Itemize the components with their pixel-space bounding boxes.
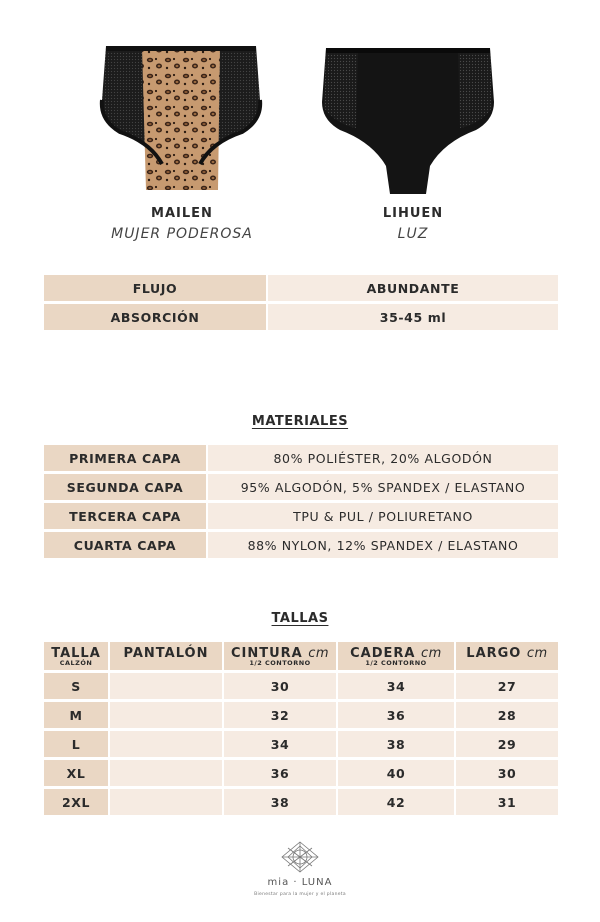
- cadera-cell: 36: [338, 702, 454, 728]
- material-label: SEGUNDA CAPA: [44, 474, 206, 500]
- material-value: 80% POLIÉSTER, 20% ALGODÓN: [208, 445, 558, 471]
- cadera-cell: 40: [338, 760, 454, 786]
- largo-cell: 31: [456, 789, 558, 815]
- cadera-cell: 42: [338, 789, 454, 815]
- flow-label: FLUJO: [44, 275, 266, 301]
- flow-value: ABUNDANTE: [268, 275, 558, 301]
- lihuen-name: LIHUEN: [382, 206, 444, 221]
- material-value: TPU & PUL / POLIURETANO: [208, 503, 558, 529]
- material-label: TERCERA CAPA: [44, 503, 206, 529]
- lihuen-product-image: [318, 42, 498, 200]
- size-cell: S: [44, 673, 108, 699]
- size-cell: M: [44, 702, 108, 728]
- header-pantalon: PANTALÓN: [123, 646, 209, 661]
- largo-cell: 30: [456, 760, 558, 786]
- size-cell: 2XL: [44, 789, 108, 815]
- largo-cell: 29: [456, 731, 558, 757]
- header-largo: LARGO cm: [466, 646, 548, 661]
- absorption-label: ABSORCIÓN: [44, 304, 266, 330]
- sizes-title: TALLAS: [271, 611, 329, 626]
- material-value: 95% ALGODÓN, 5% SPANDEX / ELASTANO: [208, 474, 558, 500]
- cadera-cell: 38: [338, 731, 454, 757]
- brand-tagline: Bienestar para la mujer y el planeta: [254, 892, 346, 897]
- material-label: CUARTA CAPA: [44, 532, 206, 558]
- pantalon-cell: [110, 702, 222, 728]
- size-cell: XL: [44, 760, 108, 786]
- material-label: PRIMERA CAPA: [44, 445, 206, 471]
- lihuen-subtitle: LUZ: [397, 226, 429, 242]
- cadera-cell: 34: [338, 673, 454, 699]
- mailen-subtitle: MUJER PODEROSA: [111, 226, 253, 242]
- mailen-product-image: [92, 40, 270, 200]
- mailen-name: MAILEN: [151, 206, 213, 221]
- absorption-value: 35-45 ml: [268, 304, 558, 330]
- cintura-cell: 30: [224, 673, 336, 699]
- brand-name: mia · LUNA: [267, 877, 333, 888]
- pantalon-cell: [110, 760, 222, 786]
- cintura-cell: 38: [224, 789, 336, 815]
- cintura-cell: 36: [224, 760, 336, 786]
- header-cintura: CINTURA cm 1/2 CONTORNO: [230, 646, 330, 667]
- size-cell: L: [44, 731, 108, 757]
- largo-cell: 27: [456, 673, 558, 699]
- header-talla: TALLA CALZÓN: [51, 646, 101, 667]
- materials-title: MATERIALES: [251, 414, 349, 429]
- pantalon-cell: [110, 673, 222, 699]
- pantalon-cell: [110, 731, 222, 757]
- material-value: 88% NYLON, 12% SPANDEX / ELASTANO: [208, 532, 558, 558]
- pantalon-cell: [110, 789, 222, 815]
- header-cadera: CADERA cm 1/2 CONTORNO: [350, 646, 442, 667]
- cintura-cell: 32: [224, 702, 336, 728]
- brand-logo-icon: [278, 840, 322, 874]
- cintura-cell: 34: [224, 731, 336, 757]
- largo-cell: 28: [456, 702, 558, 728]
